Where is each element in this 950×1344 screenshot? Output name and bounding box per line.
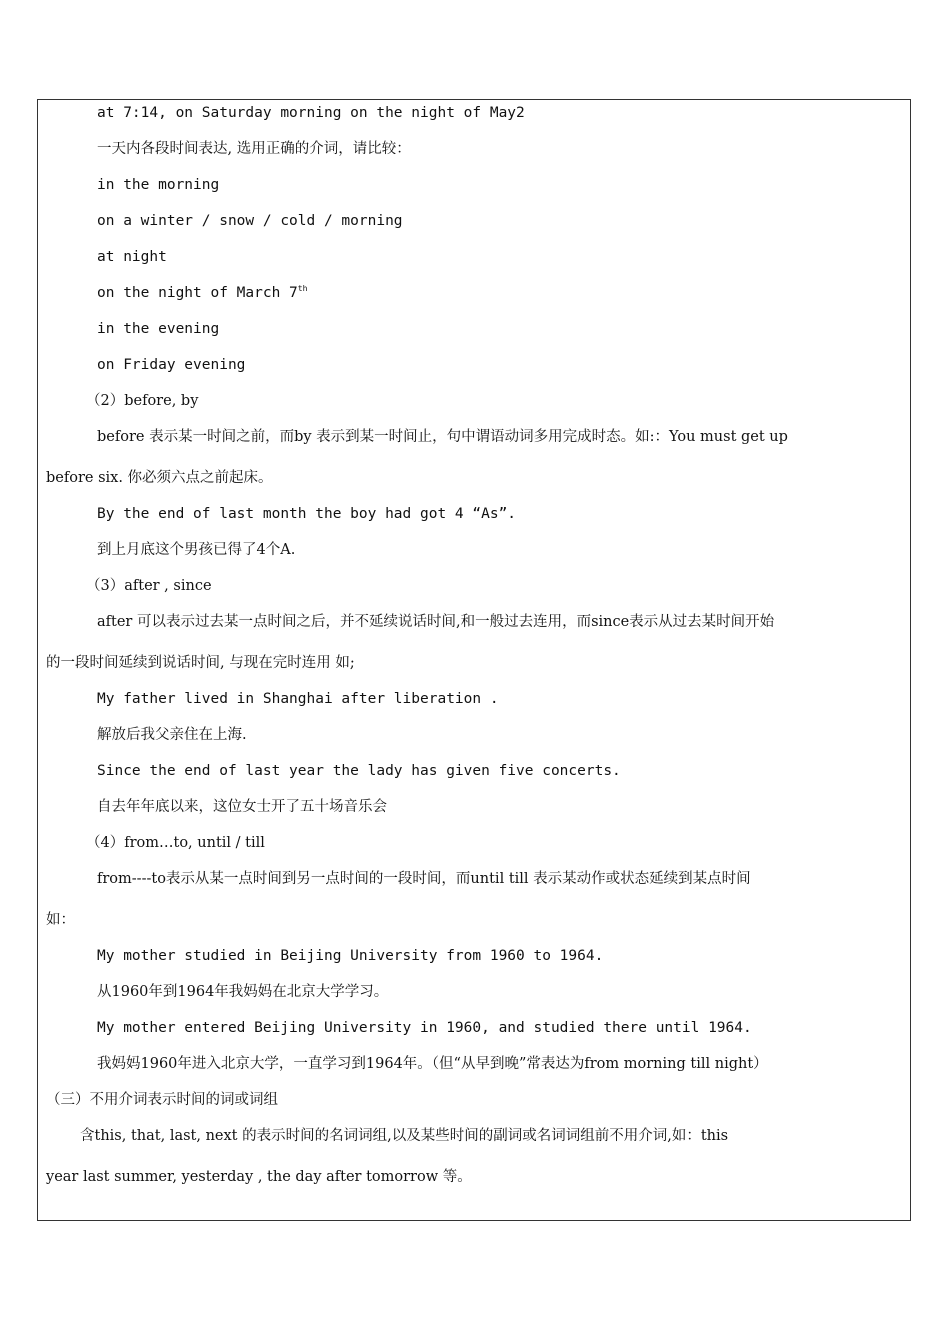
text-line: Since the end of last year the lady has given five concerts. [97, 763, 621, 779]
text-line: after 可以表示过去某一点时间之后，并不延续说话时间,和一般过去连用，而since表示从过去某时间开始 [97, 614, 775, 630]
text-line: on the night of March 7 [97, 285, 298, 301]
text-line: on Friday evening [97, 357, 246, 373]
text-line: 从1960年到1964年我妈妈在北京大学学习。 [97, 984, 389, 1000]
text-line: on a winter / snow / cold / morning [97, 213, 403, 229]
text-line: My father lived in Shanghai after liberation . [97, 691, 499, 707]
section-heading: （3）after , since [86, 578, 212, 594]
text-line: 的一段时间延续到说话时间, 与现在完时连用 如; [46, 655, 355, 671]
text-line: 自去年年底以来，这位女士开了五十场音乐会 [97, 799, 387, 815]
text-line: 到上月底这个男孩已得了4个A. [97, 542, 296, 558]
text-line: 我妈妈1960年进入北京大学，一直学习到1964年。（但“从早到晚”常表达为from morning till night） [97, 1056, 768, 1072]
ordinal-suffix: th [297, 284, 308, 294]
section-heading: （4）from…to, until / till [86, 835, 265, 851]
text-line: 如： [46, 912, 75, 928]
text-line: before 表示某一时间之前，而by 表示到某一时间止，句中谓语动词多用完成时态。如:：You must get up [97, 429, 788, 445]
text-line: 一天内各段时间表达, 选用正确的介词，请比较： [97, 141, 411, 157]
text-line: My mother entered Beijing University in 1960, and studied there until 1964. [97, 1020, 752, 1036]
text-line-with-superscript [97, 283, 307, 303]
text-line: before six. 你必须六点之前起床。 [46, 470, 273, 486]
text-line: 含this, that, last, next 的表示时间的名词词组,以及某些时间的副词或名词词组前不用介词,如：this [80, 1128, 729, 1144]
text-line: My mother studied in Beijing University from 1960 to 1964. [97, 948, 604, 964]
text-line: 解放后我父亲住在上海. [97, 727, 247, 743]
text-line: at 7:14, on Saturday morning on the night of May2 [97, 105, 525, 121]
section-heading: （2）before, by [86, 393, 199, 409]
text-line: year last summer, yesterday , the day after tomorrow 等。 [46, 1169, 472, 1185]
text-line: at night [97, 249, 167, 265]
text-line: By the end of last month the boy had got 4 “As”. [97, 506, 517, 522]
text-line: in the evening [97, 321, 220, 337]
section-heading: （三）不用介词表示时间的词或词组 [46, 1092, 278, 1108]
text-line: from----to表示从某一点时间到另一点时间的一段时间，而until till 表示某动作或状态延续到某点时间 [97, 871, 751, 887]
text-line: in the morning [97, 177, 220, 193]
